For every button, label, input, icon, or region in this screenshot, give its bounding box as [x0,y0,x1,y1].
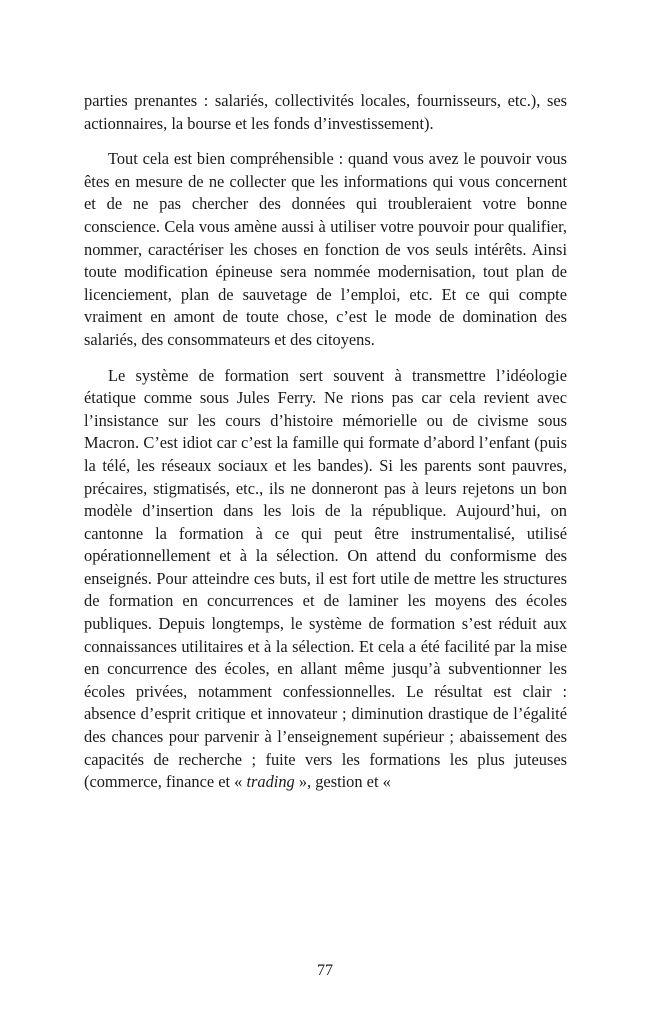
paragraph-power [84,148,567,351]
paragraph-3-italic-term: trading [246,772,295,792]
paragraph-continuation [84,90,567,135]
paragraph-3-text: Le système de formation sert souvent à transmettre l’idéologie étatique comme sous Jules Ferry. Ne rions pas car cela revient avec l’insistance sur les cours d’histoire mémorielle ou de civisme sous Macron. C’est idiot car c’est la famille qui formate d’abord l’enfant (puis la télé, les réseaux sociaux et les bandes). Si les parents sont pauvres, précaires, stigmatisés, etc., ils ne donneront pas à leurs rejetons un bon modèle d’insertion dans les lois de la république. Aujourd’hui, on cantonne la formation à ce qui peut être instrumentalisé, utilisé opérationnellement et à la sélection. On attend du conformisme des enseignés. Pour atteindre ces buts, il est fort utile de mettre les structures de formation en concurrences et de laminer les moyens des écoles publiques. Depuis longtemps, le système de formation s’est réduit aux connaissances utilitaires et à la sélection. Et cela a été facilité par la mise en concurrence des écoles, en allant même jusqu’à subventionner les écoles privées, notamment confessionnelles. Le résultat est clair : absence d’esprit critique et innovateur ; diminution drastique de l’égalité des chances pour parvenir à l’enseignement supérieur ; abaissement des capacités de recherche ; fuite vers les formations les plus juteuses (commerce, finance et « [84,365,567,792]
paragraph-3-text-end: », gestion et « [294,772,391,792]
paragraph-education [84,365,567,794]
body-text [84,90,567,794]
paragraph-2-text: Tout cela est bien compréhensible : quand vous avez le pouvoir vous êtes en mesure de ne collecter que les informations qui vous concernent et de ne pas chercher des données qui troubleraient votre bonne conscience. Cela vous amène aussi à utiliser votre pouvoir pour qualifier, nommer, caractériser les choses en fonction de vos seuls intérêts. Ainsi toute modification épineuse sera nommée modernisation, tout plan de licenciement, plan de sauvetage de l’emploi, etc. Et ce qui compte vraiment en amont de toute chose, c’est le mode de domination des salariés, des consommateurs et des citoyens. [84,149,567,349]
page-number: 77 [317,962,333,979]
paragraph-1-text: parties prenantes : salariés, collectivités locales, fournisseurs, etc.), ses actionnaires, la bourse et les fonds d’investissement). [84,91,567,133]
